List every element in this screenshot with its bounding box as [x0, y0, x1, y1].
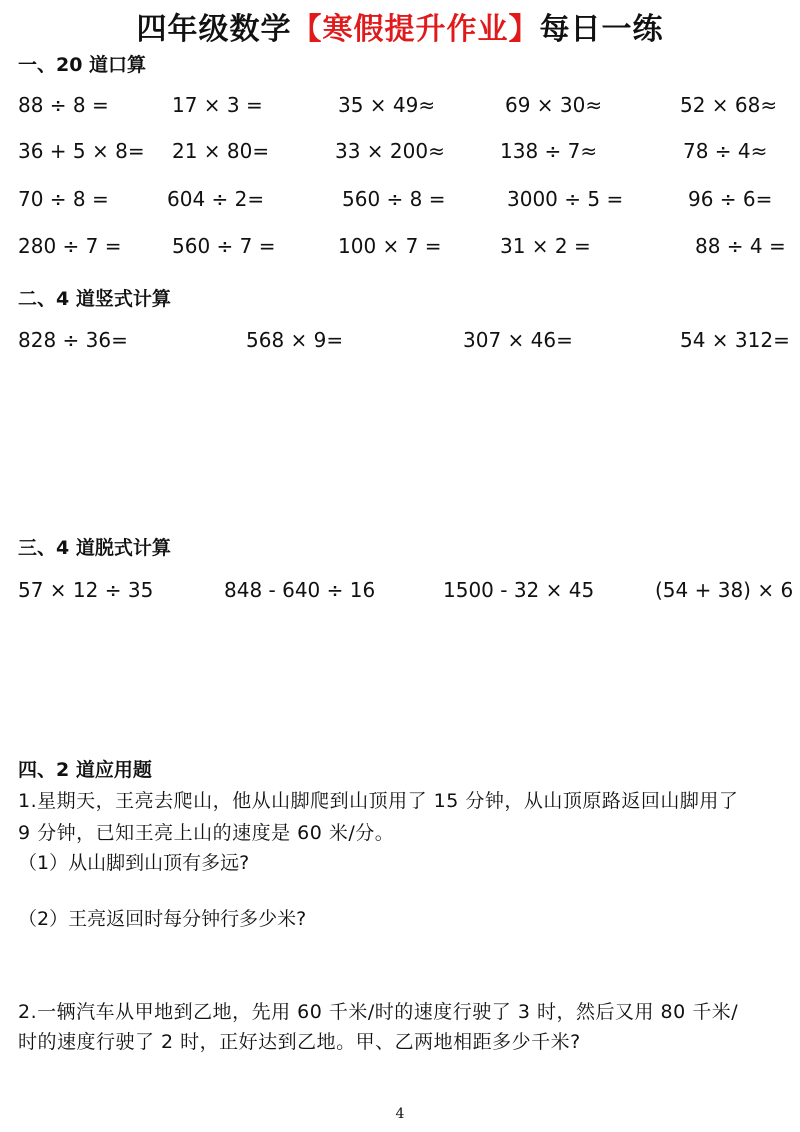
oral-calc-item: 100 × 7 = [338, 234, 442, 258]
section2-heading: 二、4 道竖式计算 [18, 288, 171, 310]
oral-calc-item: 35 × 49≈ [338, 93, 436, 117]
section3-heading: 三、4 道脱式计算 [18, 537, 171, 559]
problem1-question1: （1）从山脚到山顶有多远? [18, 852, 250, 874]
oral-calc-item: 17 × 3 = [172, 93, 263, 117]
oral-calc-item: 88 ÷ 4 = [695, 234, 786, 258]
title-prefix: 四年级数学 [136, 12, 292, 47]
page-number: 4 [395, 1106, 405, 1122]
vertical-calc-item: 307 × 46= [463, 328, 573, 352]
step-calc-item: 57 × 12 ÷ 35 [18, 578, 154, 602]
vertical-calc-item: 568 × 9= [246, 328, 344, 352]
oral-calc-row-3 [0, 187, 800, 217]
oral-calc-item: 21 × 80= [172, 139, 270, 163]
problem2-line2: 时的速度行驶了 2 时，正好达到乙地。甲、乙两地相距多少千米? [18, 1031, 581, 1053]
oral-calc-item: 96 ÷ 6= [688, 187, 773, 211]
problem1-line1: 1.星期天，王亮去爬山，他从山脚爬到山顶用了 15 分钟，从山顶原路返回山脚用了 [18, 790, 739, 812]
oral-calc-item: 560 ÷ 8 = [342, 187, 446, 211]
oral-calc-item: 36 + 5 × 8= [18, 139, 145, 163]
oral-calc-item: 78 ÷ 4≈ [683, 139, 768, 163]
oral-calc-row-4 [0, 234, 800, 264]
title-highlight: 寒假提升作业 [322, 12, 509, 47]
step-calc-item: (54 + 38) × 6 [655, 578, 794, 602]
oral-calc-item: 604 ÷ 2= [167, 187, 265, 211]
oral-calc-item: 31 × 2 = [500, 234, 591, 258]
title-bracket-open: 【 [291, 12, 323, 47]
oral-calc-row-1 [0, 93, 800, 123]
page-title [0, 4, 800, 48]
title-bracket-close: 】 [508, 12, 540, 47]
vertical-calc-item: 828 ÷ 36= [18, 328, 128, 352]
vertical-calc-row [0, 328, 800, 358]
oral-calc-item: 88 ÷ 8 = [18, 93, 109, 117]
step-calc-item: 848 - 640 ÷ 16 [224, 578, 376, 602]
title-suffix: 每日一练 [539, 12, 664, 47]
problem1-line2: 9 分钟，已知王亮上山的速度是 60 米/分。 [18, 822, 395, 844]
vertical-calc-item: 54 × 312= [680, 328, 790, 352]
problem1-question2: （2）王亮返回时每分钟行多少米? [18, 908, 307, 930]
oral-calc-row-2 [0, 139, 800, 169]
section1-heading: 一、20 道口算 [18, 54, 147, 76]
oral-calc-item: 138 ÷ 7≈ [500, 139, 598, 163]
step-calc-row [0, 578, 800, 608]
problem2-line1: 2.一辆汽车从甲地到乙地，先用 60 千米/时的速度行驶了 3 时，然后又用 80 千米/ [18, 1001, 739, 1023]
oral-calc-item: 280 ÷ 7 = [18, 234, 122, 258]
oral-calc-item: 3000 ÷ 5 = [507, 187, 624, 211]
oral-calc-item: 70 ÷ 8 = [18, 187, 109, 211]
oral-calc-item: 52 × 68≈ [680, 93, 778, 117]
oral-calc-item: 69 × 30≈ [505, 93, 603, 117]
oral-calc-item: 560 ÷ 7 = [172, 234, 276, 258]
step-calc-item: 1500 - 32 × 45 [443, 578, 595, 602]
section4-heading: 四、2 道应用题 [18, 759, 152, 781]
oral-calc-item: 33 × 200≈ [335, 139, 445, 163]
